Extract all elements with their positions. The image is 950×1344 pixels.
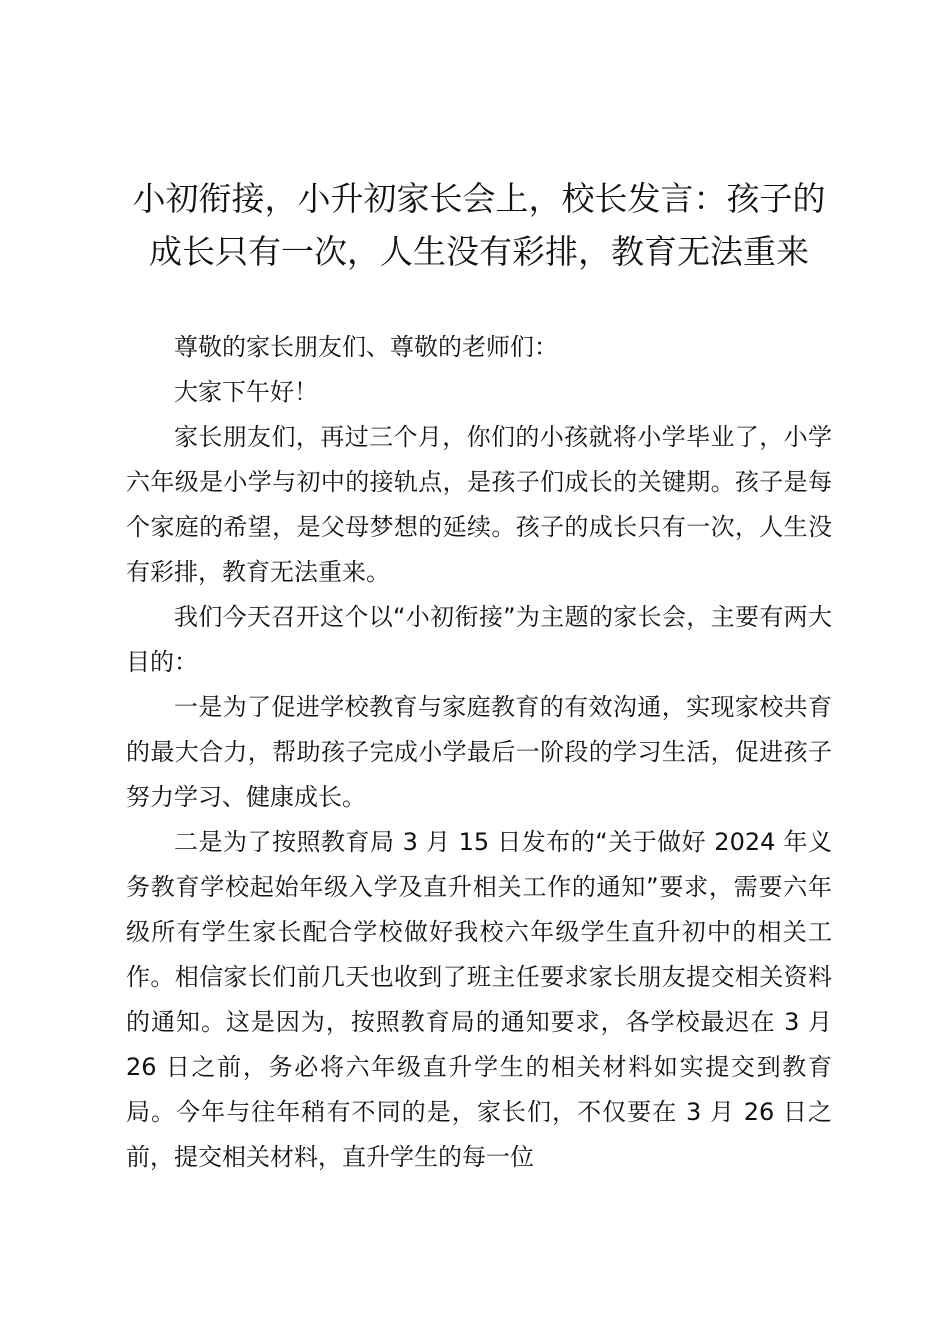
paragraph-salutation: 尊敬的家长朋友们、尊敬的老师们： [174, 333, 558, 361]
paragraph-intro: 家长朋友们，再过三个月，你们的小孩就将小学毕业了，小学六年级是小学与初中的接轨点，是孩子们成长的关键期。孩子是每个家庭的希望，是父母梦想的延续。孩子的成长只有一次，人生没有彩排，教育无法重来。 [126, 423, 832, 586]
paragraph-purpose: 我们今天召开这个以“小初衔接”为主题的家长会，主要有两大目的： [126, 603, 832, 676]
paragraph-purpose-one: 一是为了促进学校教育与家庭教育的有效沟通，实现家校共育的最大合力，帮助孩子完成小学最后一阶段的学习生活，促进孩子努力学习、健康成长。 [126, 693, 832, 811]
document-body [126, 325, 832, 1180]
paragraph-greeting: 大家下午好！ [174, 378, 318, 406]
document-title: 小初衔接，小升初家长会上，校长发言：孩子的成长只有一次，人生没有彩排，教育无法重来 [132, 179, 826, 271]
paragraph-purpose-two: 二是为了按照教育局 3 月 15 日发布的“关于做好 2024 年义务教育学校起始年级入学及直升相关工作的通知”要求，需要六年级所有学生家长配合学校做好我校六年级学生直升初中的相关工作。相信家长们前几天也收到了班主任要求家长朋友提交相关资料的通知。这是因为，按照教育局的通知要求，各学校最迟在 3 月 26 日之前，务必将六年级直升学生的相关材料如实提交到教育局。今年与往年稍有不同的是，家长们，不仅要在 3 月 26 日之前，提交相关材料，直升学生的每一位 [126, 828, 832, 1171]
